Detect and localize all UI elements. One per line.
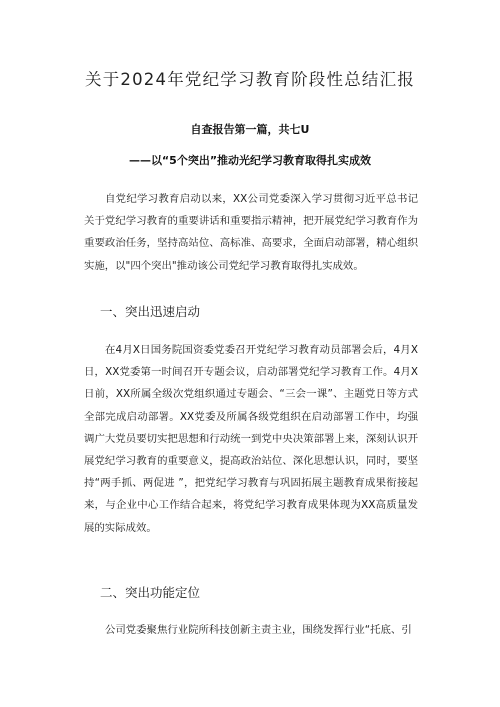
theme-subtitle: ——以“5个突出”推动光纪学习教育取得扎实成效 [128, 154, 372, 167]
section-1-paragraph: 在4月X日国务院国资委党委召开党纪学习教育动员部署会后，4月X日，XX党委第一时间召开专题会议，启动部署党纪学习教育工作。4月X日前，XX所属全级次党组织通过专题会、“三会一课”、主题党日等方式全部完成启动部署。XX党委及所属各级党组织在启动部署工作中，均强调广大党员要切实把思想和行动统一到党中央决策部署上来，深刻认识开展党纪学习教育的重要意义，提高政治站位、深化思想认识，同时，要坚持“两手抓、两促进 ”，把党纪学习教育与巩固拓展主题教育成果衔接起来，与企业中心工作结合起来，将党纪学习教育成果体现为XX高质量发展的实际成效。 [84, 344, 418, 534]
intro-paragraph: 自党纪学习教育启动以来，XX公司党委深入学习贯彻习近平总书记关于党纪学习教育的重要讲话和重要指示精神，把开展党纪学习教育作为重要政治任务，坚持高站位、高标准、高要求，全面启动部署，精心组织实施，以"四个突出"推动该公司党纪学习教育取得扎实成效。 [84, 193, 418, 272]
document-title: 关于2024年党纪学习教育阶段性总结汇报 [85, 70, 415, 89]
report-subtitle: 自查报告第一篇，共七U [190, 123, 310, 136]
section-2-paragraph: 公司党委聚焦行业院所科技创新主责主业，围绕发挥行业“托底、引 [105, 624, 412, 636]
section-heading-2: 二、突出功能定位 [100, 585, 201, 600]
section-heading-1: 一、突出迅速启动 [100, 304, 201, 319]
